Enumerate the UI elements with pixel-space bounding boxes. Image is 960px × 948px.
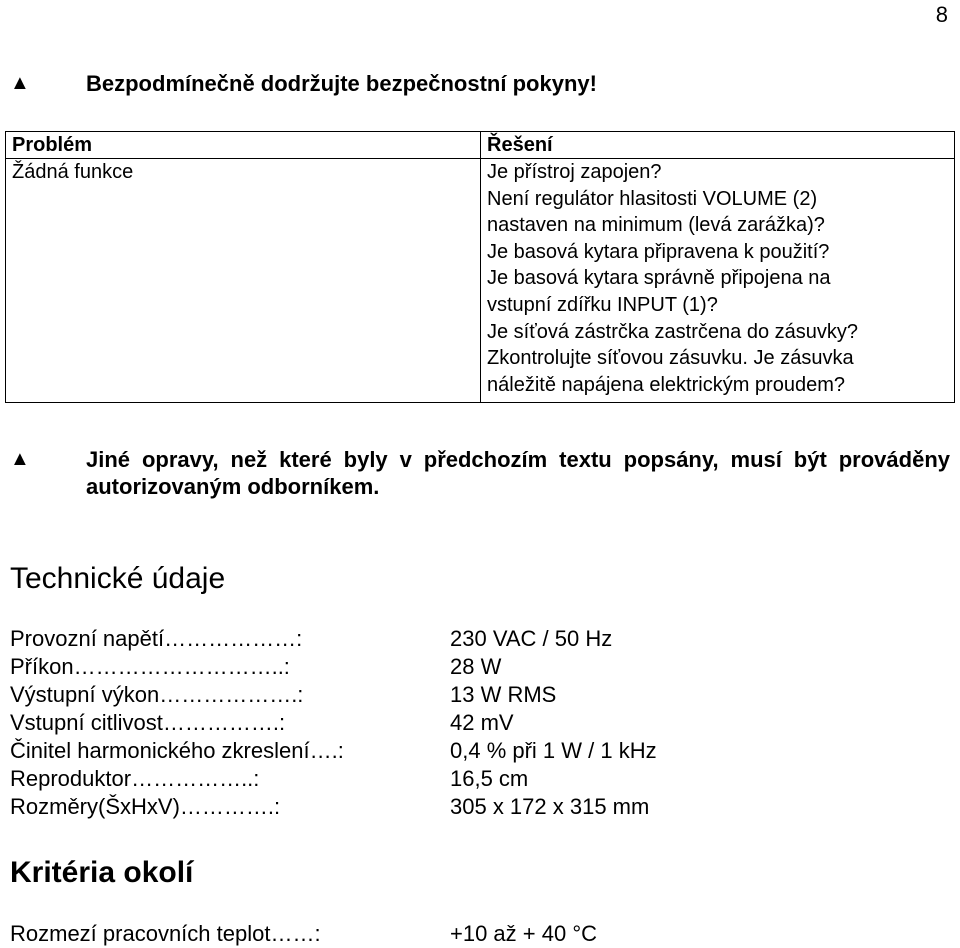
spec-value: 16,5 cm [450,766,529,791]
spec-value: 13 W RMS [450,682,557,707]
list-item [10,920,910,948]
list-item [10,681,910,709]
table-row [6,159,955,403]
page-number: 8 [935,2,948,27]
solution-line: Je síťová zástrčka zastrčena do zásuvky? [487,320,858,343]
list-item [10,709,910,737]
solution-line: Není regulátor hlasitosti VOLUME (2) [487,187,818,210]
warning-triangle-icon: ▲ [10,448,30,470]
environment-heading: Kritéria okolí [10,856,194,889]
warning-triangle-icon: ▲ [10,72,30,94]
list-item [10,625,910,653]
spec-label: Výstupní výkon……………….: [10,682,304,707]
solution-line: vstupní zdířku INPUT (1)? [487,293,718,316]
spec-label: Příkon………………………..: [10,654,290,679]
safety-warning [10,70,950,97]
troubleshooting-table [5,131,955,403]
spec-value: +10 až + 40 °C [450,921,598,946]
header-solution: Řešení [481,132,955,159]
solution-line: Je basová kytara správně připojena na [487,267,831,290]
tech-specs-list [10,625,910,821]
spec-label: Rozmezí pracovních teplot……: [10,921,321,946]
header-problem: Problém [6,132,481,159]
repair-warning-text: Jiné opravy, než které byly v předchozím textu popsány, musí být prováděny autorizovaným odborníkem. [86,447,950,499]
spec-label: Rozměry(ŠxHxV)………….: [10,794,281,819]
solution-line: Je basová kytara připravena k použití? [487,240,830,263]
table-header-row [6,132,955,159]
environment-list [10,920,910,948]
solution-cell [481,159,955,403]
repair-warning [10,446,950,500]
solution-line: nastaven na minimum (levá zarážka)? [487,214,825,237]
spec-value: 230 VAC / 50 Hz [450,626,613,651]
spec-label: Provozní napětí………………: [10,626,303,651]
spec-value: 28 W [450,654,502,679]
solution-line: Je přístroj zapojen? [487,161,662,183]
list-item [10,737,910,765]
safety-warning-text: Bezpodmínečně dodržujte bezpečnostní pokyny! [86,71,597,96]
spec-value: 0,4 % při 1 W / 1 kHz [450,738,657,763]
solution-line: náležitě napájena elektrickým proudem? [487,373,845,396]
solution-line: Zkontrolujte síťovou zásuvku. Je zásuvka [487,347,854,370]
problem-cell: Žádná funkce [6,159,481,403]
spec-label: Činitel harmonického zkreslení….: [10,738,344,763]
spec-value: 42 mV [450,710,514,735]
spec-value: 305 x 172 x 315 mm [450,794,650,819]
spec-label: Reproduktor……………..: [10,766,260,791]
list-item [10,793,910,821]
spec-label: Vstupní citlivost…………….: [10,710,286,735]
list-item [10,765,910,793]
list-item [10,653,910,681]
tech-specs-heading: Technické údaje [10,562,226,595]
